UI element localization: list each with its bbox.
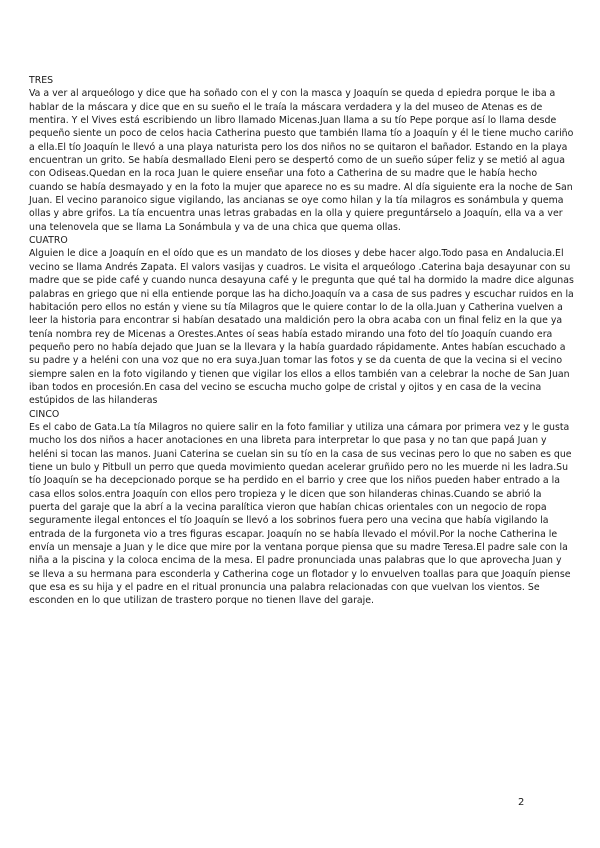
section-heading-cuatro: CUATRO: [29, 235, 68, 247]
section-heading-cinco: CINCO: [29, 408, 60, 420]
document-body: [29, 74, 574, 608]
section-text-cinco: Es el cabo de Gata.La tía Milagros no quiere salir en la foto familiar y utiliza una cámara por primera vez y le gusta mucho los dos niños a hacer anotaciones en una libreta para interpretar lo que pasa y no tan que papá Juan y heléni si tocan las manos. Juani Caterina se cuelan sin su tío en la casa de sus vecinas pero lo que no saben es que tiene un bulo y Pitbull un perro que queda movimiento quedan acelerar gruñido pero no les muerde ni les ladra.Su tío Joaquín se ha decepcionado porque se ha perdido en el barrio y cree que los niños pueden haber entrado a la casa ellos solos.entra Joaquín con ellos pero tropieza y le dicen que son hilanderas chinas.Cuando se abrió la puerta del garaje que la abrí a la vecina paralítica vieron que habían chicas orientales con un negocio de ropa seguramente ilegal entonces el tío Joaquín se llevó a los sobrinos fuera pero una vecina que había vigilando la entrada de la furgoneta vio a tres figuras escapar. Joaquín no se había llevado el móvil.Por la noche Catherina le envía un mensaje a Juan y le dice que mire por la ventana porque piensa que su madre Teresa.El padre sale con la niña a la piscina y la coloca encima de la mesa. El padre pronunciada unas palabras que lo que aprovecha Juan y se lleva a su hermana para esconderla y Catherina coge un flotador y lo envuelven toallas para que Joaquín piense que esa es su hija y el padre en el ritual pronuncia una palabra relacionadas con que vuelvan los vientos. Se esconden en lo que utilizan de trastero porque no tienen llave del garaje.: [29, 421, 572, 607]
section-text-cuatro: Alguien le dice a Joaquín en el oído que es un mandato de los dioses y debe hacer algo.Todo pasa en Andalucia.El vecino se llama Andrés Zapata. El valors vasijas y cuadros. Le visita el arqueólogo .Caterina baja desayunar con su madre que se pide café y cuando nunca desayuna café y le pregunta que qué tal ha dormido la madre dice algunas palabras en griego que ni ella entiende porque las ha dicho.Joaquín va a casa de sus padres y escuchar ruidos en la habitación pero ellos no están y viene su tía Milagros que le quiere contar lo de la olla.Juan y Catherina vuelven a leer la historia para encontrar si habían desatado una maldición pero la obra acaba con un final feliz en la que ya tenía nombra rey de Micenas a Orestes.Antes oí seas había estado mirando una foto del tío Joaquín cuando era pequeño pero no había dejado que Juan se la llevara y la había guardado rápidamente. Antes habían escuchado a su padre y a heléni con una voz que no era suya.Juan tomar las fotos y se da cuenta de que la vecina si el vecino siempre salen en la foto vigilando y tienen que vigilar los ellos a ellos también van a celebrar la noche de San Juan iban todos en procesión.En casa del vecino se escucha mucho golpe de cristal y ojitos y en casa de la vecina estúpidos de las hilanderas: [29, 248, 574, 407]
section-heading-tres: TRES: [29, 75, 54, 86]
section-text-tres: Va a ver al arqueólogo y dice que ha soñado con el y con la masca y Joaquín se queda d epiedra porque le iba a hablar de la máscara y dice que en su sueño el le traía la máscara verdadera y la del museo de Atenas es de mentira. Y el Vives está escribiendo un libro llamado Micenas.Juan llama a su tío Pepe porque así lo llama desde pequeño siente un poco de celos hacia Catherina puesto que también llama tío a Joaquín y él le tiene mucho cariño a ella.El tío Joaquín le llevó a una playa naturista pero los dos niños no se quitaron el bañador. Estando en la playa encuentran un grito. Se había desmallado Eleni pero se despertó como de un sueño súper feliz y se metió al agua con Odiseas.Quedan en la roca Juan le quiere enseñar una foto a Catherina de su madre que le había hecho cuando se había desmayado y en la foto la mujer que aparece no es su madre. Al día siguiente era la noche de San Juan. El vecino paranoico sigue vigilando, las ancianas se oye como hilan y la tía milagros es sonámbula y quema ollas y abre grifos. La tía encuentra unas letras grabadas en la olla y quiere preguntárselo a Joaquín, ella va a ver una telenovela que se llama La Sonámbula y va de una chica que quema ollas.: [29, 88, 574, 233]
page-number: 2: [518, 797, 525, 808]
